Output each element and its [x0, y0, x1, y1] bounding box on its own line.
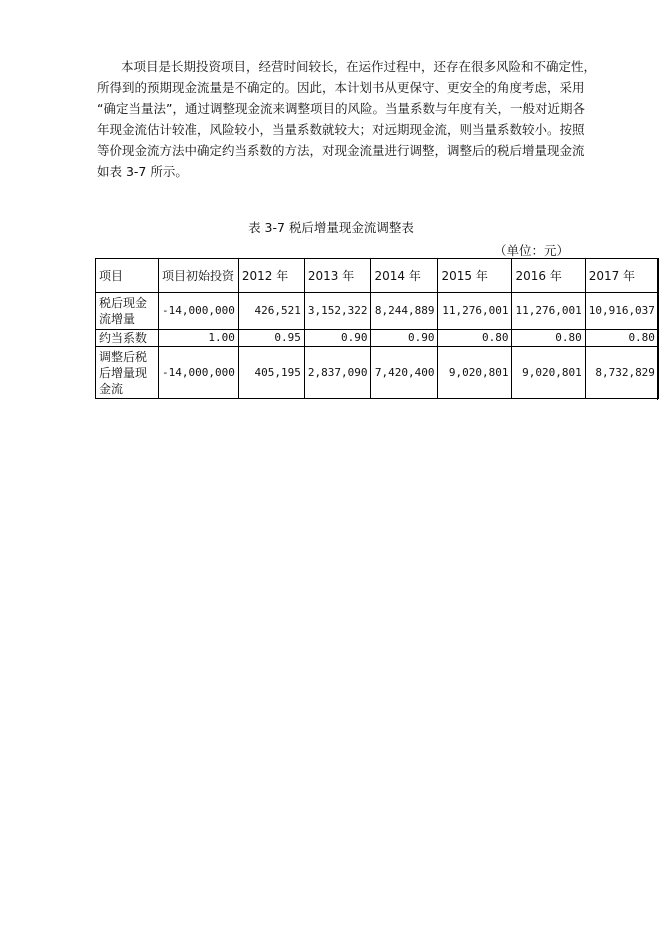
paragraph-line: 所得到的预期现金流量是不确定的。因此，本计划书从更保守、更安全的角度考虑，采用 — [97, 80, 585, 95]
table-cell: 3,152,322 — [304, 293, 371, 330]
header-cell: 2012 年 — [238, 259, 304, 293]
row-label: 调整后税后增量现金流 — [96, 347, 159, 399]
row-label: 约当系数 — [96, 330, 159, 347]
table-cell: 8,732,829 — [585, 347, 658, 399]
table-cell: 10,916,037 — [585, 293, 658, 330]
table-cell: 0.90 — [304, 330, 371, 347]
body-paragraph — [97, 56, 597, 182]
table-cell: 2,837,090 — [304, 347, 371, 399]
paragraph-line: “确定当量法”，通过调整现金流来调整项目的风险。当量系数与年度有关，一般对近期各 — [97, 101, 585, 116]
table-cell: -14,000,000 — [159, 293, 239, 330]
table-header-row — [96, 259, 659, 293]
header-cell: 项目初始投资 — [159, 259, 239, 293]
table-cell: 8,244,889 — [371, 293, 438, 330]
table-cell: 1.00 — [159, 330, 239, 347]
table-cell: 0.80 — [512, 330, 585, 347]
table-overflow-edge — [657, 258, 662, 400]
table-cell: 11,276,001 — [438, 293, 512, 330]
table-cell: 9,020,801 — [438, 347, 512, 399]
header-cell: 2016 年 — [512, 259, 585, 293]
header-cell: 2017 年 — [585, 259, 658, 293]
table-cell: 0.80 — [438, 330, 512, 347]
table-cell: 405,195 — [238, 347, 304, 399]
header-cell: 2013 年 — [304, 259, 371, 293]
header-cell: 2014 年 — [371, 259, 438, 293]
table-cell: 9,020,801 — [512, 347, 585, 399]
paragraph-line: 等价现金流方法中确定约当系数的方法，对现金流量进行调整，调整后的税后增量现金流 — [97, 143, 585, 158]
table-cell: 0.80 — [585, 330, 658, 347]
cash-flow-table — [95, 258, 659, 399]
header-cell: 2015 年 — [438, 259, 512, 293]
paragraph-line: 年现金流估计较准，风险较小，当量系数就较大；对远期现金流，则当量系数较小。按照 — [97, 122, 585, 137]
paragraph-line: 本项目是长期投资项目，经营时间较长，在运作过程中，还存在很多风险和不确定性， — [121, 59, 597, 74]
table-row — [96, 347, 659, 399]
unit-note: （单位：元） — [494, 243, 570, 258]
table-cell: 0.90 — [371, 330, 438, 347]
header-cell: 项目 — [96, 259, 159, 293]
table-cell: -14,000,000 — [159, 347, 239, 399]
table-caption: 表 3-7 税后增量现金流调整表 — [248, 220, 414, 235]
table-cell: 11,276,001 — [512, 293, 585, 330]
table-row — [96, 330, 659, 347]
table-cell: 426,521 — [238, 293, 304, 330]
table-cell: 7,420,400 — [371, 347, 438, 399]
row-label: 税后现金流增量 — [96, 293, 159, 330]
paragraph-line: 如表 3-7 所示。 — [97, 164, 188, 179]
table-row — [96, 293, 659, 330]
table-cell: 0.95 — [238, 330, 304, 347]
